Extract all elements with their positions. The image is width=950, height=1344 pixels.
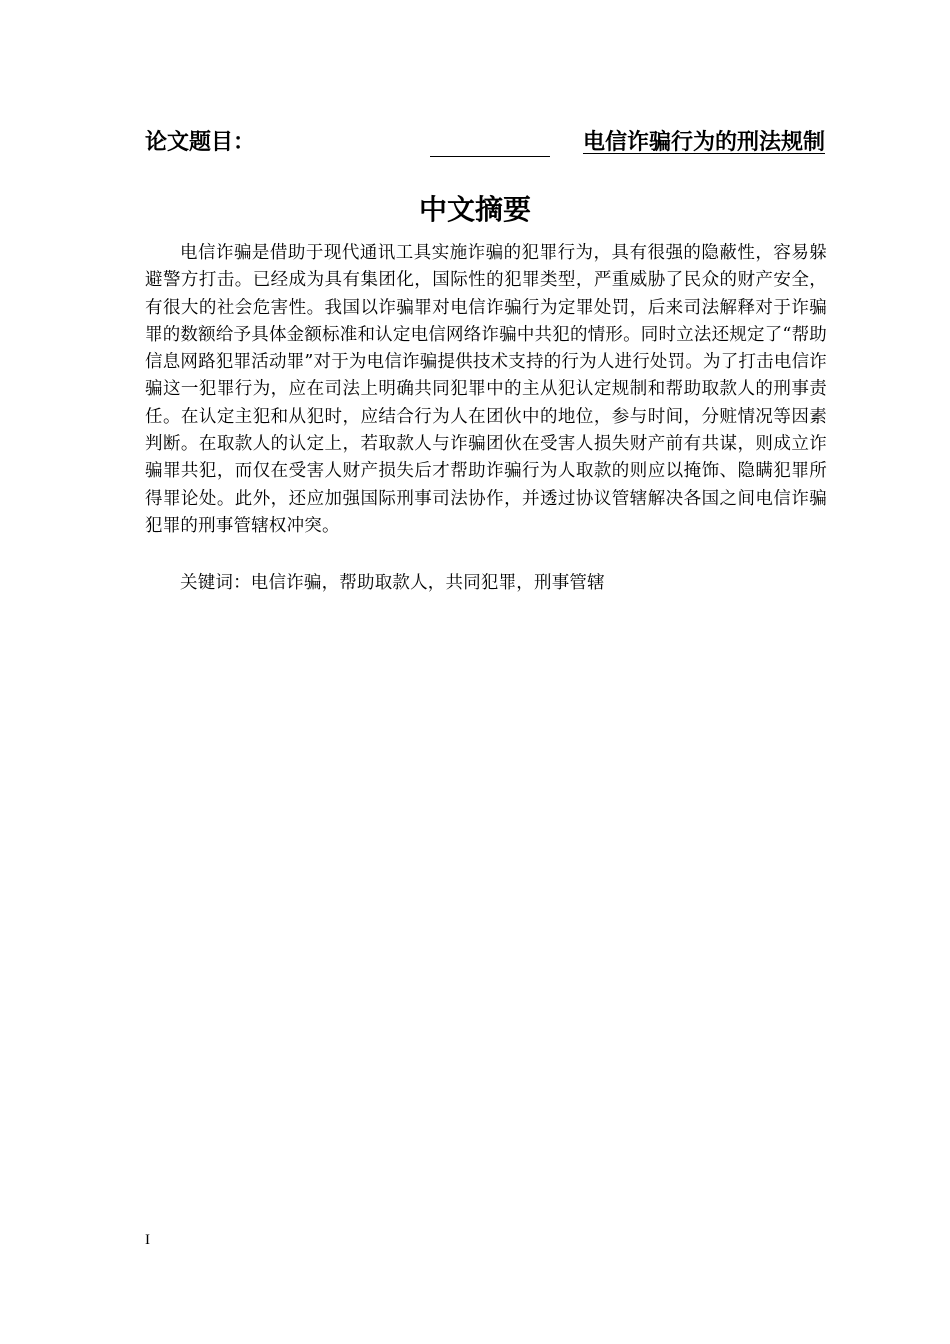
- thesis-title-underline: [430, 156, 550, 157]
- abstract-heading: 中文摘要: [418, 193, 531, 226]
- thesis-title-row: [145, 126, 845, 160]
- page-number: I: [145, 1232, 150, 1248]
- thesis-title-value: 电信诈骗行为的刑法规制: [582, 130, 825, 155]
- abstract-body: 电信诈骗是借助于现代通讯工具实施诈骗的犯罪行为，具有很强的隐蔽性，容易躲避警方打击。已经成为具有集团化，国际性的犯罪类型，严重威胁了民众的财产安全，有很大的社会危害性。我国以诈骗罪对电信诈骗行为定罪处罚，后来司法解释对于诈骗罪的数额给予具体金额标准和认定电信网络诈骗中共犯的情形。同时立法还规定了“帮助信息网路犯罪活动罪”对于为电信诈骗提供技术支持的行为人进行处罚。为了打击电信诈骗这一犯罪行为，应在司法上明确共同犯罪中的主从犯认定规制和帮助取款人的刑事责任。在认定主犯和从犯时，应结合行为人在团伙中的地位，参与时间，分赃情况等因素判断。在取款人的认定上，若取款人与诈骗团伙在受害人损失财产前有共谋，则成立诈骗罪共犯，而仅在受害人财产损失后才帮助诈骗行为人取款的则应以掩饰、隐瞒犯罪所得罪论处。此外，还应加强国际刑事司法协作，并透过协议管辖解决各国之间电信诈骗犯罪的刑事管辖权冲突。: [145, 243, 827, 536]
- keywords-line: 关键词：电信诈骗，帮助取款人，共同犯罪，刑事管辖: [180, 573, 605, 593]
- thesis-title-label: 论文题目：: [145, 130, 256, 155]
